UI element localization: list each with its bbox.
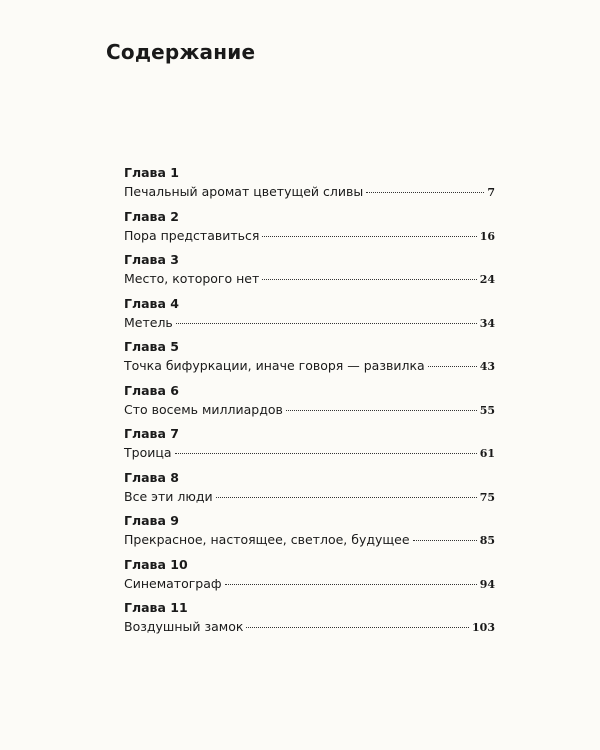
toc-entry-3[interactable] (124, 252, 495, 296)
page-number: 55 (479, 403, 495, 417)
page-number: 43 (479, 360, 495, 373)
chapter-title: Место, которого нет (124, 271, 260, 286)
chapter-row (124, 531, 495, 550)
dot-leader (286, 410, 477, 411)
chapter-row (124, 575, 495, 594)
chapter-row (124, 618, 495, 637)
chapter-title: Метель (124, 314, 173, 330)
page-title: Содержание (106, 40, 256, 64)
chapter-label: Глава 4 (124, 295, 179, 311)
chapter-label: Глава 1 (124, 165, 179, 180)
chapter-title: Точка бифуркации, иначе говоря — развилка (124, 358, 425, 373)
chapter-title: Воздушный замок (124, 619, 244, 634)
chapter-row (124, 401, 495, 420)
dot-leader (216, 497, 477, 498)
dot-leader (176, 323, 477, 324)
page-number: 85 (479, 534, 495, 547)
chapter-label: Глава 11 (124, 600, 188, 615)
toc-entry-7[interactable] (124, 426, 495, 470)
chapter-label: Глава 5 (124, 339, 179, 354)
toc-entry-8[interactable] (124, 470, 495, 514)
page-number: 7 (487, 186, 495, 199)
toc-entry-5[interactable] (124, 339, 495, 383)
toc-entry-6[interactable] (124, 383, 495, 427)
dot-leader (413, 540, 477, 541)
toc-entry-9[interactable] (124, 513, 495, 557)
chapter-label: Глава 10 (124, 556, 188, 572)
chapter-title: Прекрасное, настоящее, светлое, будущее (124, 532, 410, 547)
chapter-title: Сто восемь миллиардов (124, 401, 283, 417)
chapter-row (124, 314, 495, 333)
chapter-title: Печальный аромат цветущей сливы (124, 184, 364, 199)
chapter-row (124, 488, 495, 507)
chapter-row (124, 183, 495, 202)
chapter-title: Все эти люди (124, 488, 213, 504)
dot-leader (262, 236, 476, 237)
chapter-label: Глава 6 (124, 382, 179, 398)
dot-leader (246, 627, 469, 628)
table-of-contents (124, 165, 495, 644)
chapter-label: Глава 8 (124, 469, 179, 485)
chapter-title: Троица (124, 445, 172, 460)
chapter-row (124, 270, 495, 289)
toc-entry-1[interactable] (124, 165, 495, 209)
dot-leader (175, 453, 477, 454)
page-number: 75 (479, 490, 495, 504)
toc-entry-11[interactable] (124, 600, 495, 644)
toc-entry-4[interactable] (124, 296, 495, 340)
page-number: 24 (479, 273, 495, 286)
page-number: 103 (472, 621, 495, 634)
chapter-label: Глава 9 (124, 513, 179, 528)
toc-entry-2[interactable] (124, 209, 495, 253)
chapter-row (124, 227, 495, 246)
page-number: 34 (479, 316, 495, 330)
chapter-label: Глава 3 (124, 252, 179, 267)
dot-leader (262, 279, 476, 280)
page-number: 94 (479, 577, 495, 591)
chapter-label: Глава 7 (124, 426, 179, 441)
page-number: 16 (479, 229, 495, 243)
chapter-title: Синематограф (124, 575, 222, 591)
chapter-row (124, 444, 495, 463)
toc-entry-10[interactable] (124, 557, 495, 601)
chapter-row (124, 357, 495, 376)
dot-leader (225, 584, 477, 585)
page-number: 61 (479, 447, 495, 460)
chapter-title: Пора представиться (124, 227, 260, 243)
dot-leader (366, 192, 484, 193)
chapter-label: Глава 2 (124, 208, 179, 224)
dot-leader (428, 366, 477, 367)
